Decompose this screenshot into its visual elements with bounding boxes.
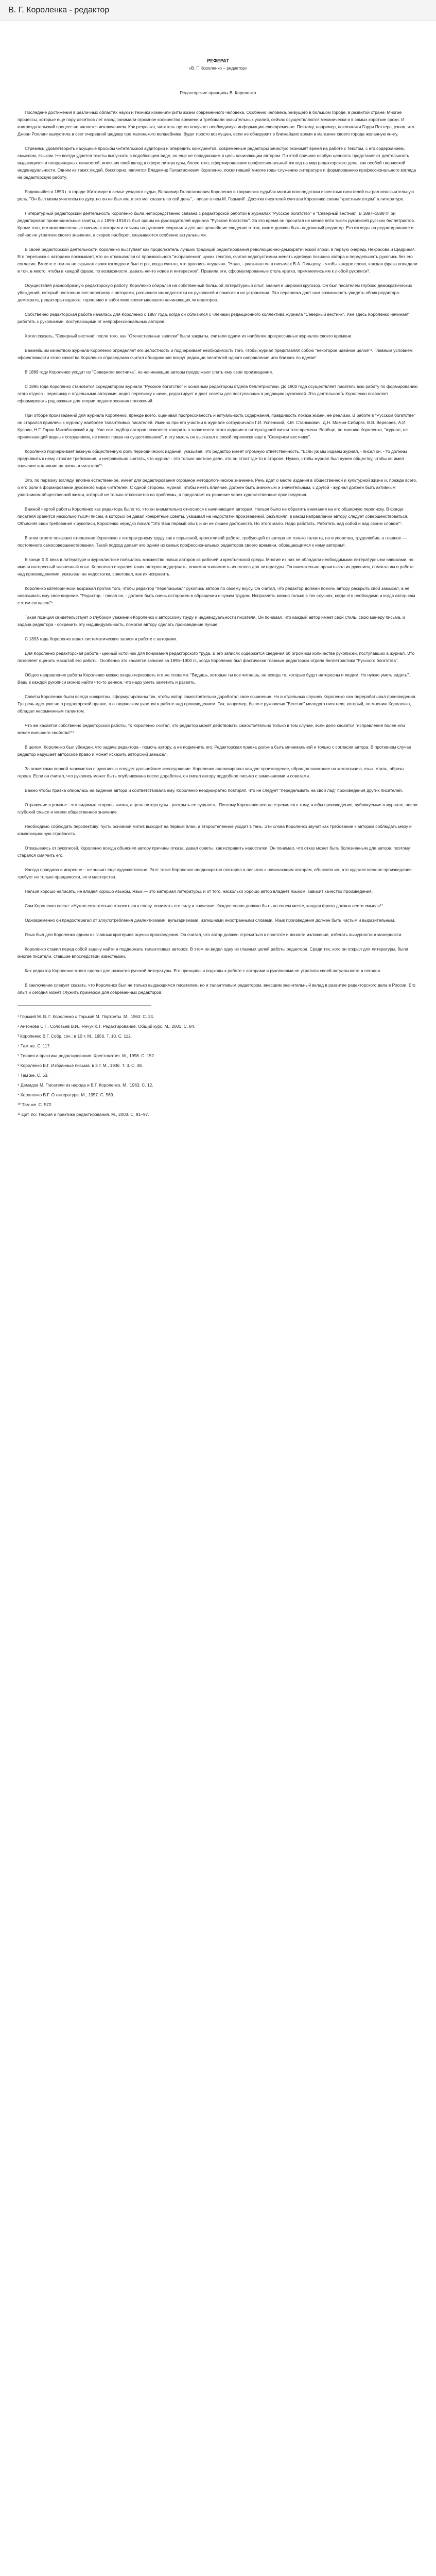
title-bar	[0, 0, 436, 21]
footnote: ⁵ Теория и практика редактирования: Хрестоматия. М., 1998. С. 152.	[18, 1053, 155, 1058]
paragraph: Язык был для Короленко одним из главных критериев оценки произведения. Он считал, что автор должен стремиться к простоте и ясности изложения, избегать вычурности и манерности.	[25, 932, 403, 937]
footnote: ⁴ Там же. С. 117.	[18, 1043, 51, 1048]
paragraph: В заключение следует сказать, что Короленко был не только выдающимся писателем, но и талантливым редактором, внесшим значительный вклад в развитие редакторского дела в России. Его опыт и сегодня может служить примером для современных редакторов.	[18, 982, 416, 995]
paragraph: В 1889 году Короленко уходит из "Северного вестника", но начинающие авторы продолжают слать ему свои произведения.	[25, 369, 273, 375]
paragraph: С 1895 года Короленко становится соредактором журнала "Русское богатство" и основным редактором отдела беллетристики. До 1900 года осуществляет писатель всю работу по формированию этого отдела - переписку с отдельными авторами, ведет переписку с ними, редактирует и дает советы для поступающих в редакцию рукописей. Эта деятельность Короленко позволяет сформировать ряд важных для теории редактирования положений.	[18, 384, 418, 403]
paragraph: Собственно редакторская работа началась для Короленко с 1887 года, когда он сблизился с членами редакционного коллектива журнала "Северный вестник". Уже здесь Короленко начинает работать с рукописями, поступающими от непрофессиональных авторов.	[18, 312, 409, 324]
doc-label: РЕФЕРАТ	[207, 58, 229, 63]
paragraph: В целом, Короленко был убежден, что задача редактора - помочь автору, а не подменить его. Редакторская правка должна быть минимальной и только с согласия автора. В противном случае редактор нарушает авторское право и может исказить авторский замысел.	[18, 744, 411, 757]
footnote: ¹¹ Цит. по: Теория и практика редактирования. М., 2003. С. 91–97.	[18, 1112, 149, 1117]
footnote: ¹⁰ Там же. С. 572.	[18, 1102, 53, 1107]
footnote-list	[18, 1013, 418, 1118]
footnote: ⁶ Короленко В.Г. Избранные письма: в 3 т. М., 1936. Т. 3. С. 48.	[18, 1063, 143, 1068]
paragraph: Такая позиция свидетельствует о глубоком уважении Короленко к авторскому труду и индивидуальности писателя. Он понимал, что каждый автор имеет свой стиль, свою манеру письма, и задача редактора - сохранить эту индивидуальность, помогая автору сделать произведение лучше.	[18, 615, 405, 627]
paragraph: Как редактор Короленко много сделал для развития русской литературы. Его принципы и подходы к работе с авторами и рукописями не утратили своей актуальности и сегодня.	[25, 968, 381, 973]
paragraph: Стремясь удовлетворить насущные просьбы читательской аудитории и опередить конкурентов, современные редакторы зачастую экономят время на работе с текстом, с его содержанием, смыслом, языком. Не всегда удается тексты выпускать в подобающем виде, но еще не попадающим в цель начинающим автором. По этой причине особую ценность представляют деятельность выдающихся и неординарных личностей, внесших свой вклад в сфере литературы, более того, сформировавших профессиональный взгляд на мир редакторского дела, как особой творческой индивидуальности. Одним из таких людей, бесспорно, является Владимир Галактионович Короленко, посвятивший многие годы служению литературе и формированию профессионального взгляда на редакторскую работу.	[18, 146, 416, 180]
footnote-divider	[18, 1005, 151, 1006]
paragraph: Короленко подчеркивает важную общественную роль периодических изданий, указывая, что редактор имеет огромную ответственность. "Если уж мы издаем журнал, - писал он, - то должны предъявить к нему строгие требования, и неправильно считать, что журнал - это только частное дело, что он стоит где-то в стороне. Нужно, чтобы журнал был нужен обществу, чтобы он имел значение и влияние на жизнь и читателя"⁶.	[18, 449, 407, 468]
paragraph: Необходимо соблюдать перспективу: пусть основной мотив выходит на первый план, а второстепенное уходит в тень. Эти слова Короленко звучат как требование к авторам соблюдать меру и композиционную стройность.	[18, 824, 412, 836]
paragraph: Отказываясь от рукописей, Короленко всегда объяснял автору причины отказа, давал советы, как исправить недостатки. Он понимал, что отказ может быть болезненным для автора, поэтому старался смягчить его.	[18, 845, 410, 858]
paragraph: Это, по первому взгляду, вполне естественное, имеет для редактирования огромное методологическое значение. Речь идет о месте издания в общественной и культурной жизни и, прежде всего, о его роли в формировании духовного мира читателей. С одной стороны, журнал, чтобы иметь влияние, должен быть значимым и значительным, с другой - журнал должен быть активным участником общественной жизни, который не только откликается на проблемы, а предлагает их решение через художественные произведения.	[18, 478, 417, 497]
paragraph: Отражение в романе - это видимые стороны жизни, а цель литературы - раскрыть ее сущность. Поэтому Короленко всегда стремился к тому, чтобы произведения, публикуемые в журнале, несли глубокий смысл и имели общественное значение.	[18, 802, 417, 815]
footnote: ⁹ Короленко В.Г. О литературе. М., 1957. С. 569.	[18, 1092, 114, 1097]
paragraph: Советы Короленко были всегда конкретны, сформулированы так, чтобы автор самостоятельно доработал свое сочинение. Но в отдельных случаях Короленко сам перерабатывал произведения. Тут речь идет уже не о редакторской правке, а о творческом участии в работе над произведением. Так, например, было с рукописью "Бегство" молодого писателя, который, по мнению Короленко, обладал несомненным талантом.	[18, 694, 416, 714]
paragraph: Общее направление работы Короленко можно охарактеризовать его же словами: "Видишь, которые ты все читаешь, не всегда те, которые будут интересны и людям. Но нужно уметь видеть". Ведь в каждой рукописи можно найти что-то ценное, что надо уметь заметить и развить.	[18, 672, 410, 685]
doc-subtitle: «В. Г. Короленко – редактор»	[188, 65, 248, 71]
paragraph: В этом ответе показано отношение Короленко к литературному труду как к серьезной, кропотливой работе, требующей от автора не только таланта, но и упорства, трудолюбия, а главное — постоянного самосовершенствования. Такой подход делает его одним из самых профессиональных редакторов своего времени, обращающимся к нему авторам⁸.	[18, 535, 407, 548]
footnote: ³ Короленко В.Г. Собр. соч.: в 10 т. М., 1956. Т. 10. С. 112.	[18, 1033, 132, 1039]
paragraph: Иногда правдиво и искренне – не значит еще художественно. Этот тезис Короленко неоднократно повторял в письмах к начинающим авторам, объясняя им, что художественное произведение требует не только правдивости, но и мастерства.	[18, 867, 412, 879]
paragraph: Одновременно он предостерегал от злоупотребления диалектизмами, вульгаризмами, излишними иностранными словами. Язык произведения должен быть чистым и выразительным.	[25, 918, 395, 923]
footnote: ⁸ Демидов М. Писатели из народа и В.Г. Короленко. М., 1963. С. 12.	[18, 1082, 153, 1088]
chapter-heading: Редакторские принципы В. Короленко	[180, 90, 256, 95]
footnote: ⁷ Там же. С. 53.	[18, 1073, 49, 1078]
paragraph: Для Короленко редакторская работа - ценный источник для понимания редакторского труда. В его записях содержатся сведения об огромном количестве рукописей, поступавших в журнал. Это позволяет оценить масштаб его работы. Особенно это касается записей за 1895–1900 гг., когда Короленко был фактически главным редактором отдела беллетристики "Русского богатства".	[18, 651, 415, 663]
paragraph: Что же касается собственно редакторской работы, то Короленко считал, что редактор может действовать самостоятельно только в том случае, если дело касается "исправления более или менее внешнего свойства"¹⁰.	[18, 723, 405, 735]
paragraph: С 1893 года Короленко ведет систематические записи в работе с авторами.	[25, 636, 178, 641]
paragraph: Последние достижения в различных областях науки и техники изменили ритм жизни современного человека. Особенно человека, живущего в большом городе, в развитой стране. Многие процессы, которые еще пару десятков лет назад занимали огромное количество времени и требовали значительных усилий, сейчас осуществляются механически и в самых короткие сроки. И книгоиздательский процесс не является исключением. Как результат, читатель прямо получает необходимую информацию своевременно. Поэтому, например, поклонники Гарри Поттера, узнав, что Джоан Роллинг выпустила в свет очередной шедевр про маленького волшебника, будет просто возмущен, если не обнаружит в ближайших время в магазине своего города желанную книгу.	[18, 110, 414, 137]
page-title: В. Г. Короленка - редактор	[8, 6, 110, 14]
paragraph: В конце XIX века в литературе и журналистике появилось множество новых авторов из рабочей и крестьянской среды. Многие из них не обладали необходимыми литературными навыками, но имели интересный жизненный опыт. Короленко старался таких авторов поддержать, понимая значимость их голоса для литературы. Он внимательно прочитывал их рукописи, помогал им в работе над произведениями, указывал на недостатки, советовал, как их исправить.	[18, 557, 414, 577]
paragraph: В своей редакторской деятельности Короленко выступает как продолжатель лучших традиций редактирования революционно-демократической эпохи, в первую очередь Некрасова и Щедрина². Его переписка с авторами показывает, что он отказывался от произвольного "исправления" чужих текстов, считая недопустимым менять идейную позицию автора и переделывать рукопись без его согласия. Вместе с тем он не скрывал своих взглядов и был строг, когда считал, что рукопись неудачна. "Надо, - указывал он в письме к В.А. Гольцеву, - чтобы каждое слово, каждая фраза попадали в тон, в место, чтобы в каждой фразе, по возможности, давать нечто новое и интересное". Правила эти, сформулированные столь кратко, применялись им к любой рукописи³.	[18, 247, 417, 274]
paragraph: Сам Короленко писал: «Нужно сознательно относиться к слову, понимать его силу и значение. Каждое слово должно быть на своем месте, каждая фраза должна нести смысл»¹¹.	[25, 903, 385, 908]
paragraph: Короленко категорически возражал против того, чтобы редактор "переписывал" рукопись автора по своему вкусу. Он считал, что редактор должен помочь автору раскрыть свой замысел, а не навязывать ему свое видение. "Редактор, - писал он, - должен быть очень осторожен в обращении с чужим трудом. Исправлять можно только в тех случаях, когда это необходимо и когда автор сам с этим согласен"⁹.	[18, 586, 415, 605]
paragraph: Литературный редакторский деятельность Короленко была непосредственно связана с редакторской работой в журналах "Русское богатство" и "Северный вестник". В 1887–1888 гг. он редактировал провинциальные газеты, а с 1896–1918 гг. был одним из руководителей журнала "Русское богатство". За это время он прочитал не менее пяти тысяч рукописей русских беллетристов. Кроме того, его многочисленные письма к авторам и отзывы на рукописи сохранили для нас ценнейшие сведения о том, каким должен быть подлинный редактор. Его взгляды на редактирование и сейчас не утратили своего значения, а скорее наоборот, оказываются особенно актуальными.	[18, 211, 415, 238]
paragraph: Родившийся в 1853 г. в городе Житомире в семье уездного судьи, Владимир Галактионович Короленко в творческих судьбах многих впоследствии известных писателей сыграл исключительную роль. "Он был моим учителем по духу, но он не был им, я это мог сказать по сей день", - писал о нем М. Горький¹. Десятки писателей считали Короленко своим "крестным отцом" в литературе.	[18, 189, 414, 201]
paragraph: Важной чертой работы Короленко как редактора было то, что он внимательно относился к начинающим авторам. Нельзя было не обратить внимания на его обширную переписку. В фонде писателя хранится несколько тысяч писем, в которых он давал конкретные советы, указывал на недостатки произведений, разъяснял, в каком направлении автору следует совершенствоваться. Объясняя свои требования к рукописи, Короленко нередко писал: "Это Ваш первый опыт, и он не лишен достоинств. Но этого мало. Надо работать. Работать над собой и над своим словом"⁷.	[18, 506, 409, 526]
paragraph: При отборе произведений для журнала Короленко, прежде всего, оценивал прогрессивность и актуальность содержания, правдивость показа жизни, ее реализм. В работе в "Русском богатстве" он старался привлечь к журналу наиболее талантливых писателей. Именно при его участии в журнале сотрудничали Г.И. Успенский, К.М. Станюкович, Д.Н. Мамин-Сибиряк, В.В. Вересаев, А.И. Куприн, Н.Г. Гарин-Михайловский и др. Уже сам подбор авторов позволяет говорить о значимости этого издания в литературной жизни того времени. Вообще, по мнению Короленко, "журнал, не привлекающий видных сотрудников, не имеет права на существование", и эту мысль он высказал в своей переписке еще в "Северном вестнике".	[18, 413, 415, 439]
footnote: ¹ Горький М. В. Г. Короленко // Горький М. Портреты. М., 1963. С. 24.	[18, 1014, 154, 1019]
paragraph: Важнейшим качеством журнала Короленко определяет его целостность и подчеркивает необходимость того, чтобы журнал представлял собою "некоторое идейное целое"⁴. Главным условием эффективности этого качества Короленко справедливо считал объединение вокруг редакции писателей одного направления или близких по идеям⁵.	[18, 348, 413, 360]
paragraph: За пометками первой знакомства с рукописью следует дальнейшее исследование. Короленко анализировал каждое произведение, обращая внимание на композицию, язык, стиль, образы героев. Если он считал, что рукопись может быть опубликована после доработки, он писал автору подробное письмо с замечаниями и советами.	[18, 766, 405, 778]
paragraph: Важно чтобы правка опиралась на видение автора и соответствовала ему. Короленко неоднократно повторял, что не следует "переделывать на свой лад" произведения других писателей.	[25, 788, 403, 793]
paragraph: Нельзя хорошо написать, не владея хорошо языком. Язык — это материал литературы, и от того, насколько хорошо автор владеет языком, зависит качество произведения.	[25, 889, 373, 894]
paragraph: Короленко ставил перед собой задачу найти и поддержать талантливых авторов. В этом он видел одну из главных целей работы редактора. Среди тех, кого он открыл для литературы, были многие писатели, ставшие впоследствии известными.	[18, 946, 408, 959]
footnote: ² Антонова С.Г., Соловьев В.И., Янчук К.Т. Редактирование. Общий курс. М., 2001. С. 84.	[18, 1024, 196, 1029]
paragraph: Хотел сказать, "Северный вестник" после того, как "Отечественные записки" были закрыты, считали одним из наиболее прогрессивных журналов своего времени.	[25, 333, 353, 338]
paragraph: Осуществляя разнообразную редакторскую работу, Короленко опирался на собственный большой литературный опыт, знания и широкий кругозор. Он был писателем глубоко демократических убеждений, который постоянно вел переписку с авторами, разъясняя им недостатки их рукописей и помогая в их устранении. Эта переписка дает нам возможность увидеть облик редактора-демократа, редактора-педагога, терпеливо и заботливо воспитывавшего начинающих литераторов.	[18, 283, 412, 302]
document-body	[0, 21, 436, 1118]
paragraph-list	[18, 109, 418, 996]
